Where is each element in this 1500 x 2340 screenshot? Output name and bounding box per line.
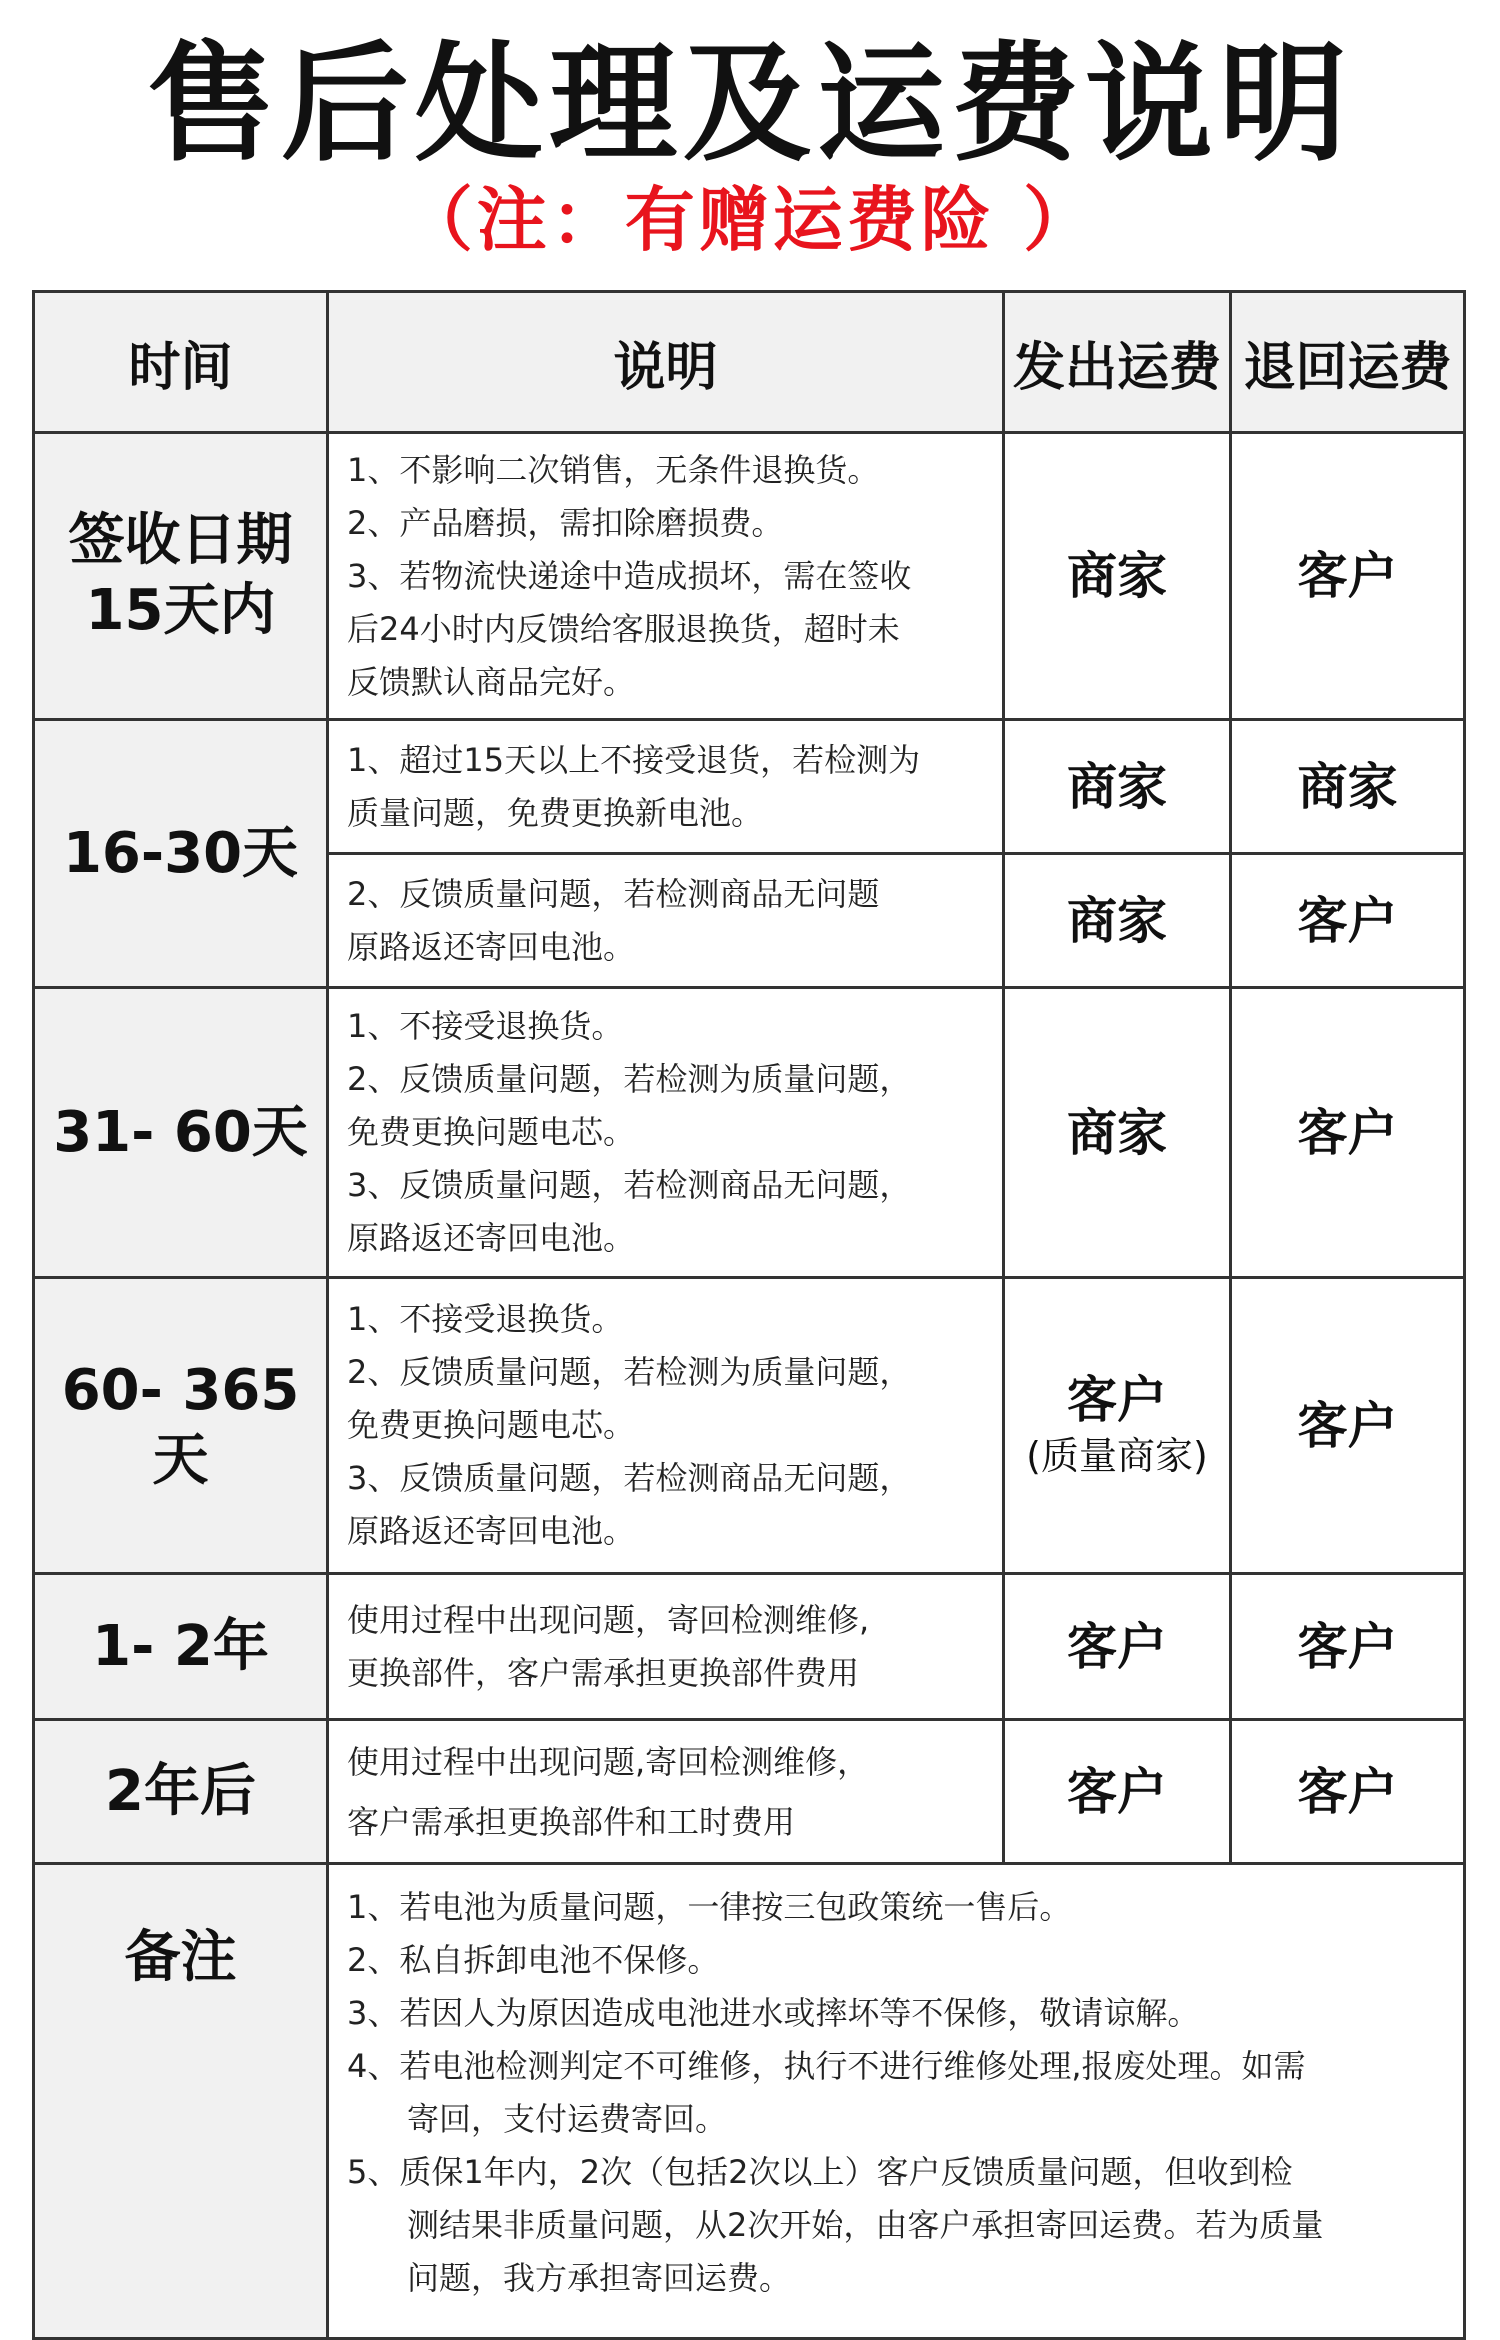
time-text: 60- 365天 [61,1357,300,1493]
send-fee-cell: 商家 [1005,989,1232,1279]
page-subtitle: （注：有赠运费险 ） [402,179,1098,261]
description-line: 使用过程中出现问题,寄回检测维修， [347,1742,870,1781]
description-line: 2、反馈质量问题，若检测商品无问题 [347,874,880,913]
header-send-fee: 发出运费 [1005,293,1232,434]
time-cell [35,721,329,989]
description-line: 后24小时内反馈给客服退换货，超时未 [347,609,900,648]
return-fee-cell: 客户 [1232,1279,1463,1575]
send-fee-text: 客户 [1067,1370,1167,1429]
time-cell [35,989,329,1279]
description-line: 免费更换问题电芯。 [347,1406,636,1444]
time-cell [35,1279,329,1575]
description-line: 1、不接受退换货。 [347,1007,624,1045]
send-fee-cell: 客户 [1005,1575,1232,1721]
description-line: 3、若物流快递途中造成损坏，需在签收 [347,556,912,595]
note-label-cell [35,1865,329,2337]
header-time: 时间 [35,293,329,434]
note-label: 备注 [124,1925,237,1990]
page-title: 售后处理及运费说明 [146,30,1353,179]
description-line: 更换部件，客户需承担更换部件费用 [347,1653,860,1692]
description-line: 客户需承担更换部件和工时费用 [347,1802,796,1841]
time-cell [35,1721,329,1865]
return-fee-cell: 商家 [1232,721,1463,855]
time-cell [35,1575,329,1721]
time-text: 2年后 [105,1758,256,1824]
send-fee-cell [1005,1279,1232,1575]
description-line: 3、反馈质量问题，若检测商品无问题， [347,1459,912,1497]
header-return-fee: 退回运费 [1232,293,1463,434]
note-line: 3、若因人为原因造成电池进水或摔坏等不保修，敬请谅解。 [347,1994,1200,2032]
notes-cell [329,1865,1463,2337]
return-fee-cell: 客户 [1232,855,1463,989]
note-line: 1、若电池为质量问题，一律按三包政策统一售后。 [347,1888,1072,1926]
description-line: 1、超过15天以上不接受退货，若检测为 [347,740,921,779]
description-line: 原路返还寄回电池。 [347,1512,636,1550]
description-line: 使用过程中出现问题，寄回检测维修, [347,1600,870,1639]
description-cell [329,1279,1005,1575]
send-fee-cell: 商家 [1005,721,1232,855]
description-line: 质量问题，免费更换新电池。 [347,793,764,832]
send-fee-cell: 商家 [1005,855,1232,989]
time-text: 15天内 [85,578,276,643]
description-line: 原路返还寄回电池。 [347,1219,636,1257]
time-text: 签收日期 [68,508,293,573]
return-fee-cell: 客户 [1232,1575,1463,1721]
description-cell [329,989,1005,1279]
description-line: 2、产品磨损，需扣除磨损费。 [347,503,784,542]
note-line: 测结果非质量问题，从2次开始，由客户承担寄回运费。若为质量 [407,2206,1324,2244]
description-line: 反馈默认商品完好。 [347,662,636,701]
description-line: 免费更换问题电芯。 [347,1113,636,1151]
send-fee-cell: 商家 [1005,434,1232,721]
note-line: 2、私自拆卸电池不保修。 [347,1941,720,1979]
description-line: 原路返还寄回电池。 [347,927,636,966]
note-line: 4、若电池检测判定不可维修，执行不进行维修处理,报废处理。如需 [347,2047,1306,2085]
send-fee-note: (质量商家) [1026,1433,1208,1478]
description-cell [329,855,1005,989]
return-fee-cell: 客户 [1232,1721,1463,1865]
note-line: 问题，我方承担寄回运费。 [407,2259,792,2297]
description-line: 2、反馈质量问题，若检测为质量问题， [347,1060,912,1098]
description-line: 1、不接受退换货。 [347,1300,624,1338]
note-line: 5、质保1年内，2次（包括2次以上）客户反馈质量问题，但收到检 [347,2153,1293,2191]
return-fee-cell: 客户 [1232,434,1463,721]
description-line: 3、反馈质量问题，若检测商品无问题， [347,1166,912,1204]
time-text: 16-30天 [62,820,299,886]
description-line: 1、不影响二次销售，无条件退换货。 [347,450,880,489]
time-cell [35,434,329,721]
return-fee-cell: 客户 [1232,989,1463,1279]
send-fee-cell: 客户 [1005,1721,1232,1865]
policy-table [32,290,1466,2340]
description-cell [329,1721,1005,1865]
time-text: 31- 60天 [53,1099,308,1165]
description-cell [329,434,1005,721]
description-line: 2、反馈质量问题，若检测为质量问题， [347,1353,912,1391]
time-text: 1- 2年 [92,1613,269,1679]
note-line: 寄回，支付运费寄回。 [407,2100,728,2138]
description-cell [329,721,1005,855]
description-cell [329,1575,1005,1721]
header-description: 说明 [329,293,1005,434]
